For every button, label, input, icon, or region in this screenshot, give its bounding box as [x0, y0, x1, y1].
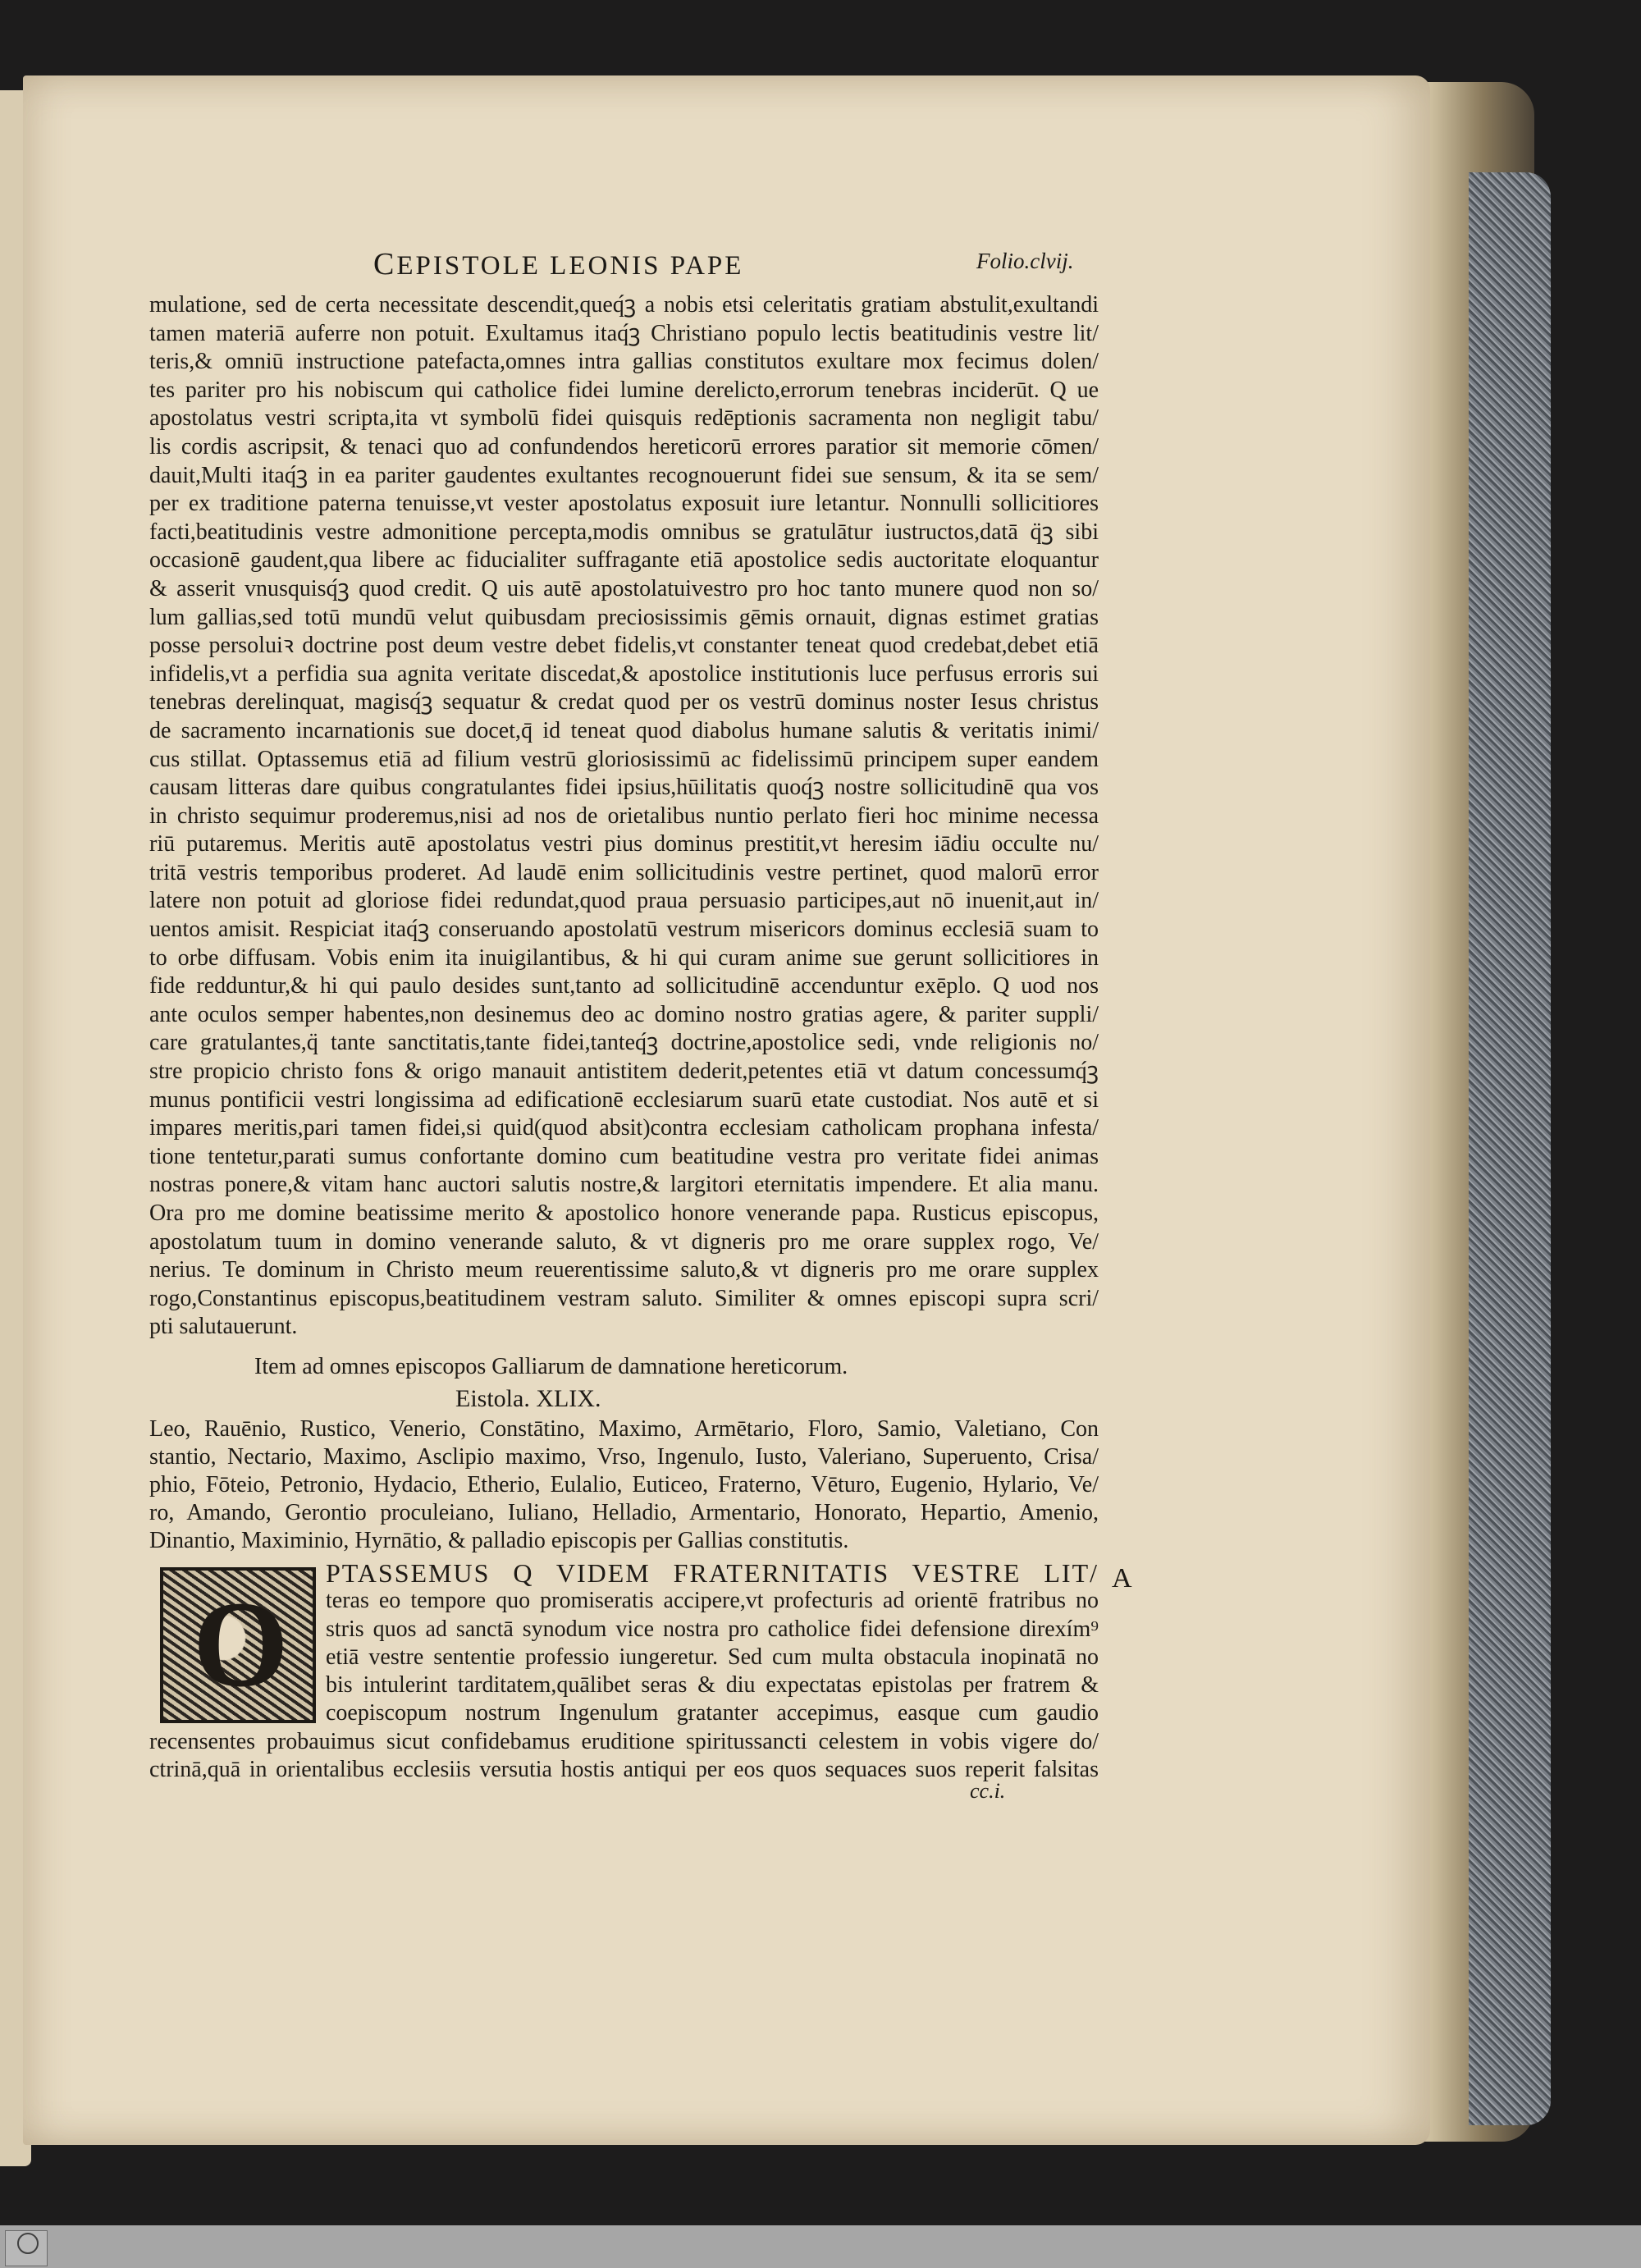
- text-line: infidelis,vt a perfidia sua agnita veritate discedat,& apostolice institutionis luce perfusus erroris sui: [149, 661, 1099, 687]
- text-line: lis cordis ascripsit, & tenaci quo ad confundendos hereticorū errores paratior sit memorie cōmen/: [149, 433, 1099, 460]
- text-line: Leo, Rauēnio, Rustico, Venerio, Constātino, Maximo, Armētario, Floro, Samio, Valetiano, Con: [149, 1416, 1099, 1442]
- text-line: Ora pro me domine beatissime merito & apostolico honore venerande papa. Rusticus episcopus,: [149, 1200, 1099, 1226]
- text-line: recensentes probauimus sicut confidebamus eruditione spiritussancti celestem in vobis vigere do/: [149, 1728, 1099, 1754]
- text-line: & asserit vnusquisq́ꝫ quod credit. Q uis autē apostolatuivestro pro hoc tanto munere quod non so/: [149, 575, 1099, 601]
- text-line: lum gallias,sed totū mundū velut quibusdam preciosissimis gēmis ornauit, dignas estimet gratias: [149, 604, 1099, 630]
- text-line: causam litteras dare quibus congratulantes fidei ipsius,hūilitatis quoq́ꝫ nostre sollicitudinē qua vos: [149, 775, 1099, 801]
- text-line: impares meritis,pari tamen fidei,si quid(quod absit)contra ecclesiam catholicam prophana infesta/: [149, 1115, 1099, 1141]
- text-line: tione tentetur,parati sumus confortante domino cum beatitudine vestra pro veritate fidei animas: [149, 1143, 1099, 1169]
- marginal-letter: A: [1112, 1563, 1132, 1594]
- text-line: in christo sequimur proderemus,nisi ad nos de orietalibus nuntio perlato fieri hoc minime necessa: [149, 802, 1099, 829]
- text-line: teras eo tempore quo promiseratis accipere,vt profecturis ad orientē fratribus no: [326, 1588, 1099, 1614]
- text-line: tritā vestris temporibus proderet. Ad laudē enim sollicitudinis vestre pertinet, quod malorū error: [149, 859, 1099, 885]
- text-line: cus stillat. Optassemus etiā ad filium vestrū gloriosissimū ac fidelissimū principem super eandem: [149, 746, 1099, 772]
- text-line: stantio, Nectario, Maximo, Asclipio maximo, Vrso, Ingenulo, Iusto, Valeriano, Superuento, Crisa/: [149, 1444, 1099, 1470]
- text-line: Dinantio, Maximinio, Hyrnātio, & palladio episcopis per Gallias constitutis.: [149, 1528, 849, 1553]
- text-line: tamen materiā auferre non potuit. Exultamus itaq́ꝫ Christiano populo lectis beatitudinis vestre lit/: [149, 320, 1099, 346]
- text-line: phio, Fōteio, Petronio, Hydacio, Etherio, Eulalio, Euticeo, Fraterno, Vēturo, Eugenio, Hylario, Ve/: [149, 1472, 1099, 1498]
- epistle-number: Eistola. XLIX.: [455, 1385, 601, 1412]
- decorated-initial: [160, 1567, 316, 1723]
- text-line: tenebras derelinquat, magisq́ꝫ sequatur & credat quod per os vestrū dominus noster Iesus christus: [149, 689, 1099, 716]
- text-line: rogo,Constantinus episcopus,beatitudinem vestram saluto. Similiter & omnes episcopi supra scri/: [149, 1285, 1099, 1311]
- text-line: bis intulerint tarditatem,quālibet seras & diu expectatas epistolas per fratrem &: [326, 1672, 1099, 1699]
- text-line: latere non potuit ad gloriose fidei redundat,quod praua persuasio participes,aut nō inuenit,aut in/: [149, 888, 1099, 914]
- text-line: per ex traditione paterna tenuisse,vt vester apostolatus exposuit iure letantur. Nonnulli sollicitiores: [149, 491, 1099, 517]
- text-line: pti salutauerunt.: [149, 1314, 298, 1340]
- text-line: ro, Amando, Gerontio proculeiano, Iuliano, Helladio, Armentario, Honorato, Hepartio, Amenio,: [149, 1500, 1099, 1525]
- folio-number: Folio.clvij.: [976, 249, 1074, 273]
- text-line: coepiscopum nostrum Ingenulum gratanter accepimus, easque cum gaudio: [326, 1700, 1099, 1726]
- library-logo-icon: [5, 2230, 48, 2266]
- address-block: [149, 1415, 1099, 1555]
- text-line: etiā vestre sententie professio iungeretur. Sed cum multa obstacula inopinatā no: [326, 1644, 1099, 1670]
- initial-letter: O: [193, 1576, 289, 1712]
- text-line: tes pariter pro his nobiscum qui catholice fidei lumine derelicto,errorum tenebras inciderūt. Q ue: [149, 377, 1099, 403]
- text-line: uentos amisit. Respiciat itaq́ꝫ conseruando apostolatū vestrum misericors dominus ecclesiā suam to: [149, 917, 1099, 943]
- text-line: ctrinā,quā in orientalibus ecclesiis versutia hostis antiqui per eos quos sequaces suos reperit falsitas: [149, 1757, 1099, 1783]
- header-title: EPISTOLE LEONIS PAPE: [396, 251, 744, 281]
- text-line: posse persoluiꝛ doctrine post deum vestre debet fidelis,vt constanter teneat quod credebat,debet etiā: [149, 633, 1099, 659]
- viewer-footer-bar: [0, 2225, 1641, 2268]
- text-line: care gratulantes,q̈ tante sanctitatis,tante fidei,tanteq́ꝫ doctrine,apostolice sedi, vnde religionis no/: [149, 1030, 1099, 1056]
- text-line: stre propicio christo fons & origo manauit antistitem dederit,petentes etiā vt datum concessumq́ꝫ: [149, 1059, 1099, 1085]
- text-line: nerius. Te dominum in Christo meum reuerentissime saluto,& vt digneris pro me orare supplex: [149, 1257, 1099, 1283]
- main-text-block: [149, 291, 1099, 1342]
- signature-mark: cc.i.: [970, 1779, 1006, 1803]
- text-line: facti,beatitudinis vestre admonitione percepta,modis omnibus se gratulātur iustructos,datā q̈ꝫ sibi: [149, 519, 1099, 545]
- text-line: apostolatum tuum in domino venerande saluto, & vt digneris pro me orare supplex rogo, Ve/: [149, 1228, 1099, 1255]
- header-rubric: C: [373, 247, 397, 281]
- text-line: apostolatus vestri scripta,ita vt symbolū fidei quisquis redēptionis sacramenta non negligit tabu/: [149, 405, 1099, 432]
- text-line: riū putaremus. Meritis autē apostolatus vestri pius dominus prestitit,vt heresim iādiu occulte nu/: [149, 831, 1099, 857]
- text-line: dauit,Multi itaq́ꝫ in ea pariter gaudentes exultantes recognouerunt fidei sue sensum, & ita se sem/: [149, 462, 1099, 488]
- text-line: nostras ponere,& vitam hanc auctori salutis nostre,& largitori eternitatis impendere. Et alia manu.: [149, 1172, 1099, 1198]
- text-line: fide redduntur,& hi qui paulo desides sunt,tanto ad sollicitudinē accenduntur exēplo. Q uod nos: [149, 973, 1099, 999]
- text-line: to orbe diffusam. Vobis enim ita inuigilantibus, & hi qui curam anime sue gerunt sollicitiores in: [149, 944, 1099, 971]
- text-line: PTASSEMUS Q VIDEM FRATERNITATIS VESTRE LIT/: [326, 1559, 1099, 1588]
- text-line: occasionē gaudent,qua libere ac fiducialiter suffragante etiā apostolice sedis auctoritate eloquantur: [149, 547, 1099, 574]
- text-line: munus pontificii vestri longissima ad edificationē ecclesiarum suarū etate custodiat. Nos autē et si: [149, 1086, 1099, 1113]
- text-line: mulatione, sed de certa necessitate descendit,queq́ꝫ a nobis etsi celeritatis gratiam abstulit,exultandi: [149, 292, 1099, 318]
- text-line: stris quos ad sanctā synodum vice nostra pro catholice fidei defensione direxím⁹: [326, 1616, 1099, 1642]
- section-heading: Item ad omnes episcopos Galliarum de damnatione hereticorum.: [254, 1354, 848, 1379]
- text-line: ante oculos semper habentes,non desinemus deo ac domino nostro gratias agere, & pariter suppli/: [149, 1001, 1099, 1027]
- text-line: de sacramento incarnationis sue docet,q̄ id teneat quod diabolus humane salutis & veritatis inimi/: [149, 717, 1099, 743]
- text-line: teris,& omniū instructione patefacta,omnes intra gallias constitutos exultare mox fecimus dolen/: [149, 349, 1099, 375]
- marbled-cover: [1469, 172, 1551, 2125]
